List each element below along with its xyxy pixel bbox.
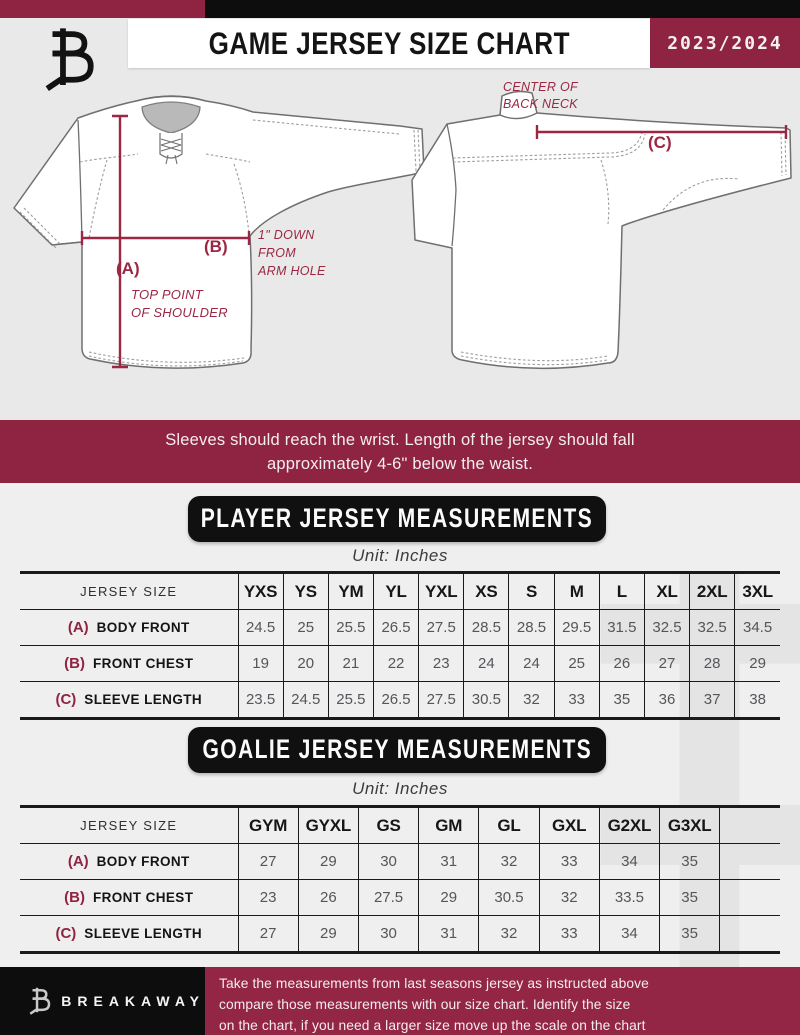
size-column-header: S — [509, 573, 554, 610]
measurement-value: 32 — [509, 682, 554, 719]
player-size-table — [20, 571, 780, 720]
size-column-header: G3XL — [660, 807, 720, 844]
footer-brand-box — [0, 967, 205, 1035]
row-label-text: SLEEVE LENGTH — [84, 691, 203, 707]
measurement-value: 35 — [660, 916, 720, 953]
measurement-row — [20, 880, 780, 916]
measurement-value: 24 — [464, 646, 509, 682]
size-column-header: XS — [464, 573, 509, 610]
measurement-value: 32 — [479, 844, 539, 880]
measurement-value: 34 — [599, 916, 659, 953]
b-note-line3: ARM HOLE — [258, 264, 326, 278]
footer-note-box — [205, 967, 800, 1035]
measurement-value: 32 — [539, 880, 599, 916]
size-column-header: YM — [328, 573, 373, 610]
b-note-line2: FROM — [258, 246, 296, 260]
measurement-value: 25.5 — [328, 610, 373, 646]
measurement-value: 19 — [238, 646, 283, 682]
a-note-line1: TOP POINT — [131, 287, 204, 302]
a-note-line2: OF SHOULDER — [131, 305, 228, 320]
measurement-value: 27 — [238, 844, 298, 880]
row-key: (C) — [55, 924, 77, 942]
measurement-value: 35 — [660, 880, 720, 916]
size-column-header: GYM — [238, 807, 298, 844]
row-key: (B) — [64, 654, 85, 672]
measurement-value: 27.5 — [419, 682, 464, 719]
banner-line2: approximately 4-6" below the waist. — [267, 454, 533, 473]
size-column-header: 2XL — [690, 573, 735, 610]
measurement-row — [20, 916, 780, 953]
neck-note-line1: CENTER OF — [503, 80, 578, 94]
measurement-value: 24 — [509, 646, 554, 682]
page-title: GAME JERSEY SIZE CHART — [208, 25, 570, 61]
banner-line1: Sleeves should reach the wrist. Length of the jersey should fall — [165, 430, 635, 449]
measurement-row — [20, 844, 780, 880]
measurement-value: 27 — [644, 646, 689, 682]
measurement-value: 25.5 — [328, 682, 373, 719]
row-label — [20, 916, 238, 953]
row-header-cell: JERSEY SIZE — [20, 807, 238, 844]
size-header-row — [20, 807, 780, 844]
measurement-value — [720, 916, 780, 953]
size-column-header: YXS — [238, 573, 283, 610]
label-b-note — [258, 226, 326, 280]
measurement-value: 29 — [735, 646, 780, 682]
season-box — [650, 18, 800, 68]
measurement-value: 31 — [419, 916, 479, 953]
measurement-value: 29.5 — [554, 610, 599, 646]
top-strip-maroon — [0, 0, 205, 18]
row-label-text: FRONT CHEST — [92, 655, 194, 671]
measurement-value: 33.5 — [599, 880, 659, 916]
row-key: (A) — [67, 852, 89, 870]
back-jersey-diagram — [405, 82, 800, 377]
row-label — [20, 880, 238, 916]
row-key: (A) — [67, 618, 89, 636]
measurement-row — [20, 610, 780, 646]
measurement-value: 28.5 — [509, 610, 554, 646]
brand-name: BREAKAWAY — [61, 993, 205, 1009]
season-label: 2023/2024 — [667, 32, 783, 54]
player-section-header — [188, 496, 606, 542]
measurement-value: 28 — [690, 646, 735, 682]
row-label-text: SLEEVE LENGTH — [84, 925, 203, 941]
measurement-value: 34.5 — [735, 610, 780, 646]
measurement-value: 30 — [358, 916, 418, 953]
measurement-value: 26 — [298, 880, 358, 916]
label-a: (A) — [116, 259, 140, 278]
label-c: (C) — [648, 133, 672, 152]
label-b: (B) — [204, 237, 228, 256]
size-column-header: GYXL — [298, 807, 358, 844]
b-note-line1: 1" DOWN — [258, 228, 315, 242]
measurement-value: 20 — [283, 646, 328, 682]
measurement-value: 26.5 — [373, 610, 418, 646]
measurement-value: 29 — [298, 916, 358, 953]
label-a-note — [131, 286, 228, 322]
measurement-value: 27.5 — [419, 610, 464, 646]
goalie-unit-label: Unit: Inches — [352, 779, 448, 798]
footer-note-line1: Take the measurements from last seasons jersey as instructed above — [219, 976, 649, 991]
measurement-value: 27.5 — [358, 880, 418, 916]
measurement-value: 27 — [238, 916, 298, 953]
measurement-value — [720, 880, 780, 916]
row-label — [20, 844, 238, 880]
size-column-header: G2XL — [599, 807, 659, 844]
row-label-text: FRONT CHEST — [92, 889, 194, 905]
measurement-value: 26.5 — [373, 682, 418, 719]
player-unit-label: Unit: Inches — [352, 546, 448, 565]
measurement-value: 33 — [539, 844, 599, 880]
measurement-value: 37 — [690, 682, 735, 719]
measurement-value: 32.5 — [690, 610, 735, 646]
measurement-value: 30.5 — [464, 682, 509, 719]
size-column-header: GL — [479, 807, 539, 844]
row-label — [20, 610, 238, 646]
measurement-value: 31 — [419, 844, 479, 880]
size-column-header: YL — [373, 573, 418, 610]
footer-note-line2: compare those measurements with our size chart. Identify the size — [219, 997, 631, 1012]
measurement-value: 31.5 — [599, 610, 644, 646]
player-section-title: PLAYER JERSEY MEASUREMENTS — [200, 503, 594, 534]
measurement-value: 24.5 — [238, 610, 283, 646]
measurement-value: 29 — [419, 880, 479, 916]
measurement-value: 30.5 — [479, 880, 539, 916]
measurement-value: 28.5 — [464, 610, 509, 646]
neck-note-line2: BACK NECK — [503, 97, 578, 111]
breakaway-footer-logo-icon — [28, 980, 51, 1022]
size-column-header: M — [554, 573, 599, 610]
measurement-value: 24.5 — [283, 682, 328, 719]
row-label-text: BODY FRONT — [96, 619, 190, 635]
measurement-value: 23 — [419, 646, 464, 682]
size-column-header: L — [599, 573, 644, 610]
measurement-value: 21 — [328, 646, 373, 682]
measurement-value: 23.5 — [238, 682, 283, 719]
goalie-size-table — [20, 805, 780, 954]
measurement-value — [720, 844, 780, 880]
measurement-value: 35 — [599, 682, 644, 719]
row-label — [20, 646, 238, 682]
top-strip-black — [205, 0, 800, 18]
measurement-value: 34 — [599, 844, 659, 880]
goalie-section-header — [188, 727, 606, 773]
measurement-value: 23 — [238, 880, 298, 916]
row-label — [20, 682, 238, 719]
measurement-value: 36 — [644, 682, 689, 719]
measurement-value: 38 — [735, 682, 780, 719]
size-column-header: GM — [419, 807, 479, 844]
size-column-header — [720, 807, 780, 844]
measurement-row — [20, 646, 780, 682]
measurement-value: 25 — [554, 646, 599, 682]
measurement-value: 22 — [373, 646, 418, 682]
measurement-row — [20, 682, 780, 719]
row-header-cell: JERSEY SIZE — [20, 573, 238, 610]
measurement-value: 35 — [660, 844, 720, 880]
fit-instruction-banner — [0, 420, 800, 483]
row-key: (B) — [64, 888, 85, 906]
row-key: (C) — [55, 690, 77, 708]
size-column-header: 3XL — [735, 573, 780, 610]
measurement-value: 25 — [283, 610, 328, 646]
measurement-value: 26 — [599, 646, 644, 682]
page-title-box — [128, 19, 650, 68]
size-column-header: YS — [283, 573, 328, 610]
size-column-header: XL — [644, 573, 689, 610]
size-header-row — [20, 573, 780, 610]
center-back-neck-note — [503, 79, 578, 113]
measurement-value: 33 — [554, 682, 599, 719]
measurement-value: 29 — [298, 844, 358, 880]
measurement-value: 32.5 — [644, 610, 689, 646]
size-column-header: YXL — [419, 573, 464, 610]
measurement-value: 32 — [479, 916, 539, 953]
goalie-section-title: GOALIE JERSEY MEASUREMENTS — [202, 734, 592, 765]
row-label-text: BODY FRONT — [96, 853, 190, 869]
footer-note-line3: on the chart, if you need a larger size move up the scale on the chart — [219, 1018, 646, 1033]
front-jersey-diagram — [10, 80, 440, 380]
size-column-header: GS — [358, 807, 418, 844]
size-column-header: GXL — [539, 807, 599, 844]
diagram-section — [0, 0, 800, 420]
measurement-value: 33 — [539, 916, 599, 953]
measurement-value: 30 — [358, 844, 418, 880]
